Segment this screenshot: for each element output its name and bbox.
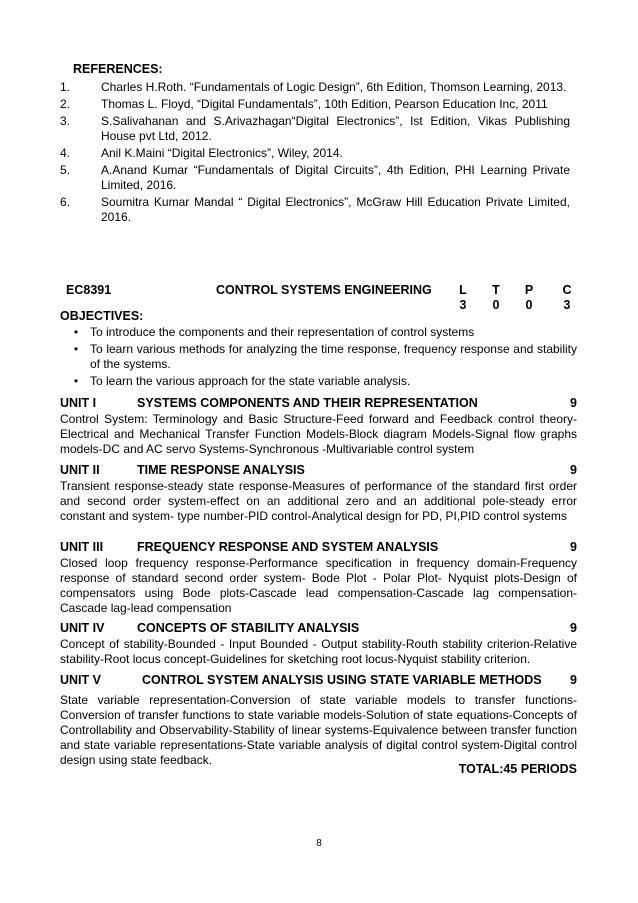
unit-header [60, 540, 577, 556]
unit-hours: 9 [570, 621, 577, 635]
unit-content: Closed loop frequency response-Performance specification in frequency domain-Frequency response of standard second order system- Bode Plot - Polar Plot- Nyquist plots-Design of compensators using Bode plots-Cascade lead compensation-Cascade lag compensation-Cascade lag-lead compensation [60, 556, 577, 615]
bullet-icon: • [73, 374, 79, 388]
ltpc-value: 3 [563, 298, 571, 312]
objectives-heading: OBJECTIVES: [60, 309, 144, 323]
ltpc-lecture [456, 283, 470, 313]
objectives-list [60, 325, 577, 391]
objective-text: To learn the various approach for the state variable analysis. [90, 374, 411, 388]
reference-item [60, 97, 570, 112]
unit-title: FREQUENCY RESPONSE AND SYSTEM ANALYSIS [137, 540, 439, 554]
unit-section [60, 396, 577, 457]
reference-text: S.Salivahanan and S.Arivazhagan“Digital Electronics”, Ist Edition, Vikas Publishing House pvt Ltd, 2012. [101, 114, 570, 143]
ltpc-label: T [492, 283, 500, 297]
bullet-icon: • [73, 325, 79, 339]
ltpc-practical [522, 283, 536, 313]
unit-title: CONCEPTS OF STABILITY ANALYSIS [137, 621, 360, 635]
page-number: 8 [316, 838, 322, 849]
reference-text: Soumitra Kumar Mandal “ Digital Electronics”, McGraw Hill Education Private Limited, 2016. [101, 195, 570, 224]
bullet-icon: • [73, 342, 79, 356]
objective-item [60, 374, 577, 389]
unit-number: UNIT IV [60, 621, 105, 635]
course-code: EC8391 [66, 283, 112, 297]
reference-item [60, 114, 570, 144]
references-list [60, 80, 570, 227]
reference-item [60, 195, 570, 225]
unit-content: Concept of stability-Bounded - Input Bounded - Output stability-Routh stability criterion-Relative stability-Root locus concept-Guidelines for sketching root locus-Nyquist stability criterion. [60, 637, 577, 666]
course-title: CONTROL SYSTEMS ENGINEERING [216, 283, 432, 297]
ltpc-label: C [562, 283, 572, 297]
reference-number: 3. [60, 114, 71, 128]
reference-number: 6. [60, 195, 71, 209]
unit-title: SYSTEMS COMPONENTS AND THEIR REPRESENTATION [137, 396, 478, 410]
unit-content: State variable representation-Conversion of state variable models to transfer functions-Conversion of transfer functions to state variable models-Solution of state equations-Concepts of Controllability and Observability-Stability of linear systems-Equivalence between transfer function and state variable representations-State variable analysis of digital control system-Digital control design using state feedback. [60, 693, 577, 767]
reference-item [60, 163, 570, 193]
unit-section [60, 621, 577, 667]
ltpc-label: L [459, 283, 467, 297]
unit-header [60, 396, 577, 412]
unit-number: UNIT II [60, 463, 100, 477]
unit-title: CONTROL SYSTEM ANALYSIS USING STATE VARIABLE METHODS [142, 673, 542, 687]
reference-text: Thomas L. Floyd, “Digital Fundamentals”, 10th Edition, Pearson Education Inc, 2011 [101, 97, 548, 111]
unit-hours: 9 [570, 673, 577, 687]
unit-section [60, 540, 577, 616]
objective-item [60, 342, 577, 372]
unit-header [60, 621, 577, 637]
reference-number: 4. [60, 146, 71, 160]
objective-item [60, 325, 577, 340]
ltpc-value: 3 [459, 298, 467, 312]
reference-number: 2. [60, 97, 71, 111]
unit-hours: 9 [570, 396, 577, 410]
references-heading: REFERENCES: [73, 62, 163, 76]
total-periods: TOTAL:45 PERIODS [458, 762, 577, 776]
ltpc-value: 0 [525, 298, 533, 312]
ltpc-value: 0 [492, 298, 500, 312]
reference-item [60, 80, 570, 95]
unit-header [60, 463, 577, 479]
unit-hours: 9 [570, 540, 577, 554]
objective-text: To introduce the components and their representation of control systems [90, 325, 475, 339]
ltpc-label: P [524, 283, 534, 297]
reference-text: Charles H.Roth. “Fundamentals of Logic Design”, 6th Edition, Thomson Learning, 2013. [101, 80, 567, 94]
unit-number: UNIT I [60, 396, 97, 410]
unit-number: UNIT III [60, 540, 104, 554]
ltpc-credits [560, 283, 574, 313]
reference-item [60, 146, 570, 161]
unit-section [60, 673, 577, 768]
reference-text: Anil K.Maini “Digital Electronics”, Wiley, 2014. [101, 146, 343, 160]
ltpc-tutorial [489, 283, 503, 313]
reference-text: A.Anand Kumar “Fundamentals of Digital Circuits”, 4th Edition, PHI Learning Private Limited, 2016. [101, 163, 570, 192]
unit-section [60, 463, 577, 524]
unit-content: Transient response-steady state response-Measures of performance of the standard first order and second order system-effect on an additional zero and an additional pole-steady error constant and system- type number-PID control-Analytical design for PD, PI,PID control systems [60, 479, 577, 523]
unit-number: UNIT V [60, 673, 101, 687]
reference-number: 5. [60, 163, 71, 177]
unit-content: Control System: Terminology and Basic Structure-Feed forward and Feedback control theory-Electrical and Mechanical Transfer Function Models-Block diagram Models-Signal flow graphs models-DC and AC servo Systems-Synchronous -Multivariable control system [60, 412, 577, 456]
unit-title: TIME RESPONSE ANALYSIS [137, 463, 305, 477]
unit-header [60, 673, 577, 689]
unit-hours: 9 [570, 463, 577, 477]
objective-text: To learn various methods for analyzing the time response, frequency response and stability of the systems. [90, 342, 577, 371]
reference-number: 1. [60, 80, 71, 94]
